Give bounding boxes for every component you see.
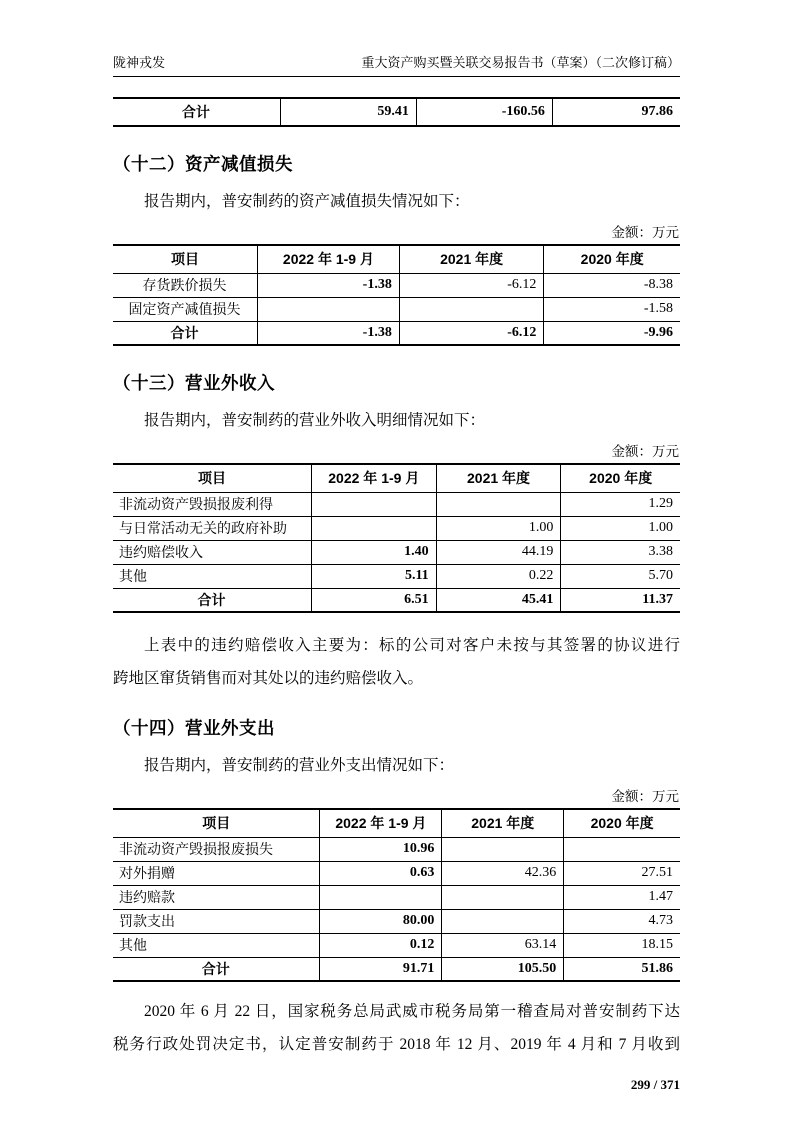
section-14-intro: 报告期内，普安制药的营业外支出情况如下：: [144, 757, 455, 774]
tax-penalty-paragraph: [113, 995, 680, 1061]
value-2022-cell: 0.63: [320, 861, 442, 885]
table-row: [113, 98, 680, 126]
column-header-item: 项目: [113, 464, 311, 492]
value-2022-cell: -1.38: [258, 273, 400, 297]
value-2020-cell: 1.29: [561, 492, 680, 516]
value-2021-cell: -6.12: [399, 273, 544, 297]
item-cell: 罚款支出: [113, 909, 320, 933]
value-2022-cell: [320, 885, 442, 909]
value-2020-cell: 5.70: [561, 564, 680, 588]
column-header-2021: 2021 年度: [442, 809, 564, 837]
value-2021-cell: 63.14: [442, 933, 564, 957]
value-2021-cell: 44.19: [436, 540, 561, 564]
column-header-2020: 2020 年度: [544, 245, 680, 273]
page-content: [113, 0, 680, 1093]
value-2022-cell: 0.12: [320, 933, 442, 957]
value-2022-cell: -1.38: [258, 321, 400, 345]
table-row: [113, 837, 680, 861]
value-2021-cell: [442, 885, 564, 909]
unit-note: 金额：万元: [611, 225, 679, 240]
item-cell: 固定资产减值损失: [113, 297, 258, 321]
table-row: [113, 564, 680, 588]
table-header-row: [113, 809, 680, 837]
value-2022-cell: 1.40: [311, 540, 436, 564]
item-cell: 违约赔偿收入: [113, 540, 311, 564]
non-operating-expense-table: [113, 808, 680, 982]
section-heading-14: （十四）营业外支出: [113, 718, 275, 738]
column-header-2021: 2021 年度: [399, 245, 544, 273]
table-header-row: [113, 245, 680, 273]
value-2021-cell: 42.36: [442, 861, 564, 885]
table-row: [113, 516, 680, 540]
total-label-cell: 合计: [170, 324, 199, 341]
value-2020-cell: 27.51: [564, 861, 680, 885]
total-label-cell: 合计: [201, 960, 230, 977]
value-2020-cell: 1.00: [561, 516, 680, 540]
impairment-loss-table: [113, 244, 680, 346]
value-2021-cell: [436, 492, 561, 516]
column-header-2020: 2020 年度: [561, 464, 680, 492]
value-2020-cell: 51.86: [564, 957, 680, 981]
value-2022-cell: 59.41: [280, 98, 416, 126]
table-row: [113, 273, 680, 297]
paragraph-line: 跨地区窜货销售而对其处以的违约赔偿收入。: [113, 670, 424, 687]
value-2021-cell: 0.22: [436, 564, 561, 588]
total-label-cell: 合计: [197, 591, 226, 608]
value-2021-cell: 105.50: [442, 957, 564, 981]
page-number: 299 / 371: [630, 1077, 680, 1092]
value-2020-cell: 11.37: [561, 588, 680, 612]
paragraph-line: 2020 年 6 月 22 日，国家税务总局武威市税务局第一稽查局对普安制药下达: [144, 1003, 680, 1020]
column-header-2022: 2022 年 1-9 月: [320, 809, 442, 837]
item-cell: 非流动资产毁损报废损失: [113, 837, 320, 861]
item-cell: 对外捐赠: [113, 861, 320, 885]
table-total-row: [113, 957, 680, 981]
table-row: [113, 540, 680, 564]
column-header-2022: 2022 年 1-9 月: [258, 245, 400, 273]
paragraph-line: 上表中的违约赔偿收入主要为：标的公司对客户未按与其签署的协议进行: [144, 637, 680, 654]
value-2020-cell: -1.58: [544, 297, 680, 321]
value-2020-cell: [564, 837, 680, 861]
section-heading-12: （十二）资产减值损失: [113, 154, 293, 174]
value-2021-cell: 45.41: [436, 588, 561, 612]
value-2022-cell: [311, 516, 436, 540]
header-company-name: 陇神戎发: [113, 55, 166, 70]
item-cell: 与日常活动无关的政府补助: [113, 516, 311, 540]
column-header-2021: 2021 年度: [436, 464, 561, 492]
table-row: [113, 885, 680, 909]
table-total-row: [113, 588, 680, 612]
column-header-2020: 2020 年度: [564, 809, 680, 837]
value-2022-cell: [258, 297, 400, 321]
table-row: [113, 492, 680, 516]
section-heading-13: （十三）营业外收入: [113, 373, 275, 393]
column-header-item: 项目: [113, 809, 320, 837]
value-2021-cell: [442, 909, 564, 933]
column-header-item: 项目: [113, 245, 258, 273]
compensation-note-paragraph: [113, 629, 680, 695]
value-2020-cell: 1.47: [564, 885, 680, 909]
value-2021-cell: -160.56: [416, 98, 552, 126]
value-2021-cell: [399, 297, 544, 321]
value-2021-cell: [442, 837, 564, 861]
item-cell: 存货跌价损失: [113, 273, 258, 297]
item-cell: 其他: [113, 933, 320, 957]
value-2022-cell: [311, 492, 436, 516]
carryover-total-table: [113, 97, 680, 127]
value-2020-cell: -8.38: [544, 273, 680, 297]
value-2020-cell: 97.86: [552, 98, 680, 126]
paragraph-line: 税务行政处罚决定书，认定普安制药于 2018 年 12 月、2019 年 4 月和 7 月收到: [113, 1036, 680, 1053]
table-row: [113, 861, 680, 885]
table-total-row: [113, 321, 680, 345]
unit-note: 金额：万元: [611, 789, 679, 804]
non-operating-income-table: [113, 463, 680, 613]
value-2022-cell: 6.51: [311, 588, 436, 612]
unit-note: 金额：万元: [611, 444, 679, 459]
value-2022-cell: 10.96: [320, 837, 442, 861]
value-2020-cell: 18.15: [564, 933, 680, 957]
value-2020-cell: 3.38: [561, 540, 680, 564]
total-label-cell: 合计: [181, 106, 210, 121]
table-row: [113, 909, 680, 933]
value-2021-cell: 1.00: [436, 516, 561, 540]
value-2022-cell: 80.00: [320, 909, 442, 933]
header-document-title: 重大资产购买暨关联交易报告书（草案）（二次修订稿）: [361, 55, 680, 70]
value-2020-cell: -9.96: [544, 321, 680, 345]
table-row: [113, 297, 680, 321]
value-2020-cell: 4.73: [564, 909, 680, 933]
value-2022-cell: 5.11: [311, 564, 436, 588]
item-cell: 违约赔款: [113, 885, 320, 909]
table-header-row: [113, 464, 680, 492]
table-row: [113, 933, 680, 957]
section-13-intro: 报告期内，普安制药的营业外收入明细情况如下：: [144, 412, 486, 429]
value-2022-cell: 91.71: [320, 957, 442, 981]
value-2021-cell: -6.12: [399, 321, 544, 345]
item-cell: 非流动资产毁损报废利得: [113, 492, 311, 516]
column-header-2022: 2022 年 1-9 月: [311, 464, 436, 492]
item-cell: 其他: [113, 564, 311, 588]
page-header: [113, 0, 680, 77]
section-12-intro: 报告期内，普安制药的资产减值损失情况如下：: [144, 193, 470, 210]
